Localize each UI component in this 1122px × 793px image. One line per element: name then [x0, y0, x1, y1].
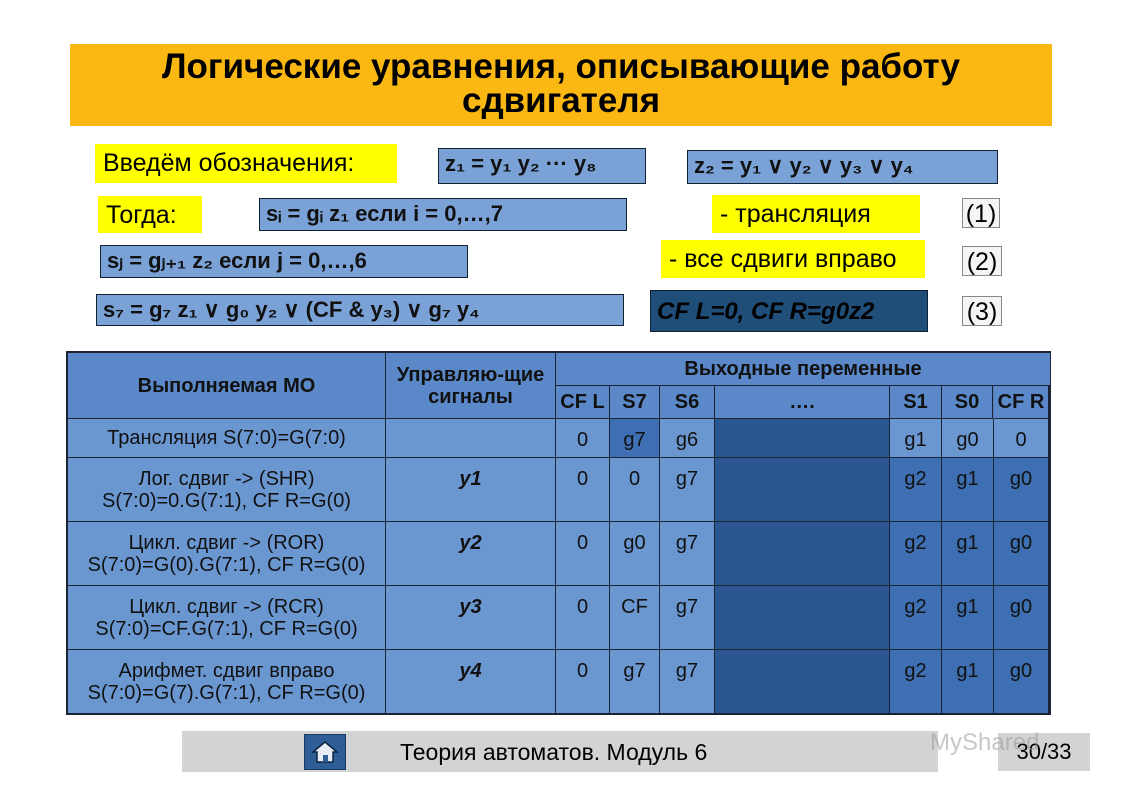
- row-3-s0: g1: [942, 522, 994, 586]
- row-2-ctrl: y1: [386, 458, 556, 522]
- eq-number-3: (3): [962, 296, 1002, 326]
- row-2-s6: g7: [660, 458, 715, 522]
- row-2-s0: g1: [942, 458, 994, 522]
- row-4-s0: g1: [942, 586, 994, 650]
- shift-note: - все сдвиги вправо: [661, 240, 925, 278]
- row-3-mo: Цикл. сдвиг -> (ROR) S(7:0)=G(0).G(7:1), CF R=G(0): [68, 522, 386, 586]
- cf-formula: CF L=0, CF R=g0z2: [650, 290, 928, 332]
- row-1-mo: Трансляция S(7:0)=G(7:0): [68, 419, 386, 458]
- row-3-ctrl: y2: [386, 522, 556, 586]
- row-4-s1: g2: [890, 586, 942, 650]
- translation-note: - трансляция: [712, 195, 920, 233]
- row-5-ctrl: y4: [386, 650, 556, 714]
- notation-label: Введём обозначения:: [95, 144, 397, 183]
- home-button[interactable]: [304, 734, 346, 770]
- row-3-cfl: 0: [556, 522, 610, 586]
- row-3-s7: g0: [610, 522, 660, 586]
- table-gap-cell: [715, 650, 890, 714]
- shifter-table: [66, 351, 1051, 715]
- row-3-cfr: g0: [994, 522, 1049, 586]
- table-gap-cell: [715, 419, 890, 458]
- slide-title: [70, 44, 1052, 126]
- row-5-cfr: g0: [994, 650, 1049, 714]
- sub-header-ellipsis: ….: [715, 386, 890, 419]
- page-number: 30/33: [998, 733, 1090, 771]
- sj-formula: sⱼ = gⱼ₊₁ z₂ если j = 0,…,6: [100, 245, 468, 278]
- eq-number-1: (1): [962, 198, 1000, 228]
- row-1-cfr: 0: [994, 419, 1049, 458]
- row-5-s1: g2: [890, 650, 942, 714]
- row-2-s1: g2: [890, 458, 942, 522]
- row-1-s6: g6: [660, 419, 715, 458]
- header-mo: Выполняемая МО: [68, 353, 386, 419]
- sub-header-s6: S6: [660, 386, 715, 419]
- sub-header-s1: S1: [890, 386, 942, 419]
- sub-header-cfl: CF L: [556, 386, 610, 419]
- home-icon: [311, 740, 339, 764]
- row-5-s7: g7: [610, 650, 660, 714]
- s7-formula: s₇ = g₇ z₁ ∨ g₀ y₂ ∨ (CF & y₃) ∨ g₇ y₄: [96, 294, 624, 326]
- header-outputs: Выходные переменные: [556, 353, 1051, 386]
- header-control: Управляю-щие сигналы: [386, 353, 556, 419]
- table-gap-cell: [715, 522, 890, 586]
- z1-formula: z₁ = y₁ y₂ ··· y₈: [438, 148, 646, 184]
- sub-header-s0: S0: [942, 386, 993, 419]
- row-4-cfl: 0: [556, 586, 610, 650]
- row-2-s7: 0: [610, 458, 660, 522]
- row-5-s0: g1: [942, 650, 994, 714]
- title-line-2: сдвигателя: [461, 81, 661, 120]
- row-4-ctrl: y3: [386, 586, 556, 650]
- eq-number-2: (2): [962, 246, 1002, 276]
- row-1-s1: g1: [890, 419, 942, 458]
- row-4-mo: Цикл. сдвиг -> (RCR) S(7:0)=CF.G(7:1), CF R=G(0): [68, 586, 386, 650]
- sub-header-s7: S7: [610, 386, 660, 419]
- row-4-cfr: g0: [994, 586, 1049, 650]
- table-gap-cell: [715, 586, 890, 650]
- row-1-s0: g0: [942, 419, 994, 458]
- z2-formula: z₂ = y₁ ∨ y₂ ∨ y₃ ∨ y₄: [687, 150, 998, 184]
- row-2-cfl: 0: [556, 458, 610, 522]
- row-4-s7: CF: [610, 586, 660, 650]
- row-1-ctrl: [386, 419, 556, 458]
- row-5-mo: Арифмет. сдвиг вправо S(7:0)=G(7).G(7:1), CF R=G(0): [68, 650, 386, 714]
- row-5-s6: g7: [660, 650, 715, 714]
- si-formula: sᵢ = gᵢ z₁ если i = 0,…,7: [259, 198, 627, 231]
- row-2-mo: Лог. сдвиг -> (SHR) S(7:0)=0.G(7:1), CF R=G(0): [68, 458, 386, 522]
- table-gap-cell: [715, 458, 890, 522]
- row-5-cfl: 0: [556, 650, 610, 714]
- row-4-s6: g7: [660, 586, 715, 650]
- watermark: MyShared: [930, 729, 1040, 756]
- row-1-cfl: 0: [556, 419, 610, 458]
- footer-text: Теория автоматов. Модуль 6: [400, 739, 708, 765]
- row-2-cfr: g0: [994, 458, 1049, 522]
- sub-header-cfr: CF R: [994, 386, 1049, 419]
- then-label: Тогда:: [98, 196, 202, 233]
- row-1-s7: g7: [610, 419, 660, 458]
- row-3-s1: g2: [890, 522, 942, 586]
- title-line-1: Логические уравнения, описывающие работу: [161, 47, 961, 86]
- row-3-s6: g7: [660, 522, 715, 586]
